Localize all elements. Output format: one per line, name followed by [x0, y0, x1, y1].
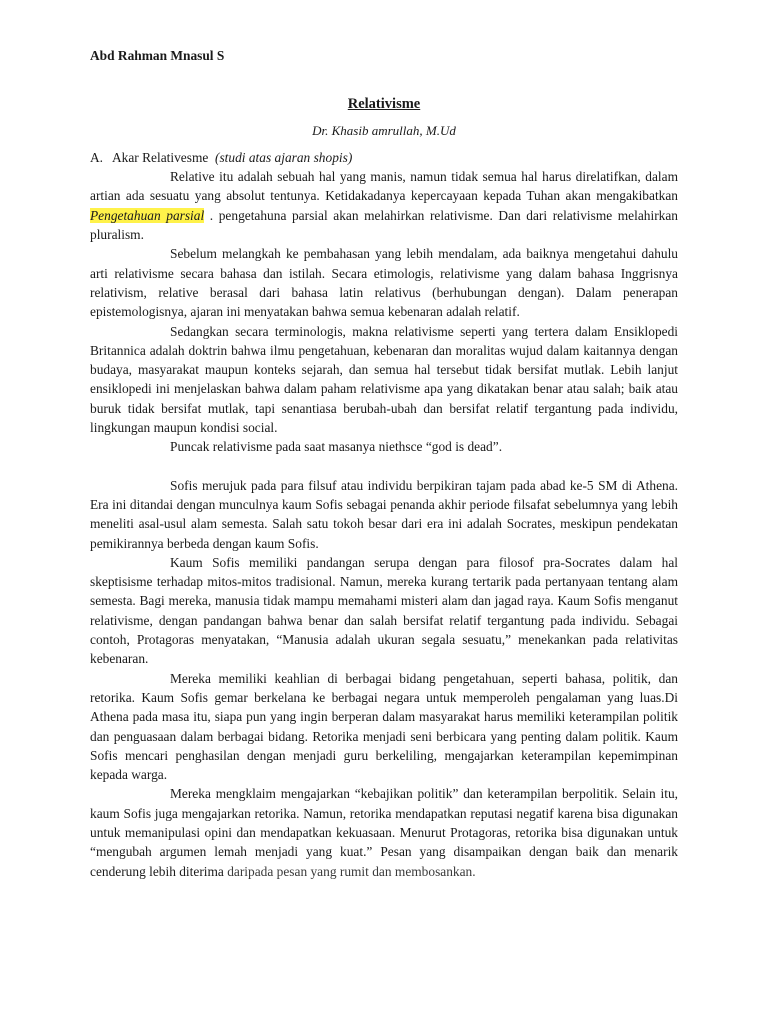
document-subtitle: Dr. Khasib amrullah, M.Ud — [312, 122, 456, 138]
paragraph-2: Sebelum melangkah ke pembahasan yang lebih mendalam, ada baiknya mengetahui dahulu arti relativisme secara bahasa dan istilah. Secara etimologis, relativisme yang dalam bahasa Inggrisnya relativism, relative berasal dari bahasa latin relativus (berhubungan dengan). Dalam penerapan epistemologisnya, ajaran ini menyatakan bahwa semua kebenaran adalah relatif. — [90, 246, 678, 320]
section-heading — [90, 148, 678, 167]
paragraph-1-before: Relative itu adalah sebuah hal yang manis, namun tidak semua hal harus direlatifkan, dalam artian ada sesuatu yang absolut tentunya. Ketidakadanya kepercayaan kepada Tuhan akan mengakibatkan — [90, 169, 678, 204]
paragraph-4: Puncak relativisme pada saat masanya niethsce “god is dead”. — [170, 439, 503, 455]
section-title: Akar Relativesme — [112, 149, 209, 165]
paragraph-7: Mereka memiliki keahlian di berbagai bidang pengetahuan, seperti bahasa, politik, dan retorika. Kaum Sofis gemar berkelana ke berbagai negara untuk memperoleh pengalaman yang luas.Di Athena pada masa itu, siapa pun yang ingin berperan dalam masyarakat harus memiliki keterampilan politik dan penguasaan dalam berbagai bidang. Retorika menjadi seni berbicara yang penting dalam politik. Kaum Sofis mencari penghasilan dengan menjadi guru berkeliling, mengajarkan keterampilan kepemimpinan kepada warga. — [90, 670, 678, 783]
paragraph-1 — [90, 167, 678, 244]
section-number: A. — [90, 149, 104, 165]
section-note: (studi atas ajaran shopis) — [215, 149, 353, 165]
highlighted-text: Pengetahuan parsial — [90, 207, 205, 223]
paragraph-8 — [90, 784, 678, 880]
paragraph-5: Sofis merujuk pada para filsuf atau individu berpikiran tajam pada abad ke-5 SM di Athena. Era ini ditandai dengan munculnya kaum Sofis sebagai penanda akhir periode filsafat sebelumnya yang lebih meneliti asal-usul alam semesta. Salah satu tokoh besar dari era ini adalah Socrates, meskipun pendekatan pemikirannya berbeda dengan kaum Sofis. — [90, 477, 678, 551]
document-page — [90, 46, 678, 881]
author-name: Abd Rahman Mnasul S — [90, 48, 225, 63]
paragraph-1-after: . pengetahuna parsial akan melahirkan relativisme. Dan dari relativisme melahirkan pluralism. — [90, 207, 679, 243]
paragraph-spacer — [90, 457, 678, 476]
paragraph-8-faded: daripada pesan yang rumit dan membosankan. — [227, 863, 476, 879]
paragraph-8-main: Mereka mengklaim mengajarkan “kebajikan politik” dan keterampilan berpolitik. Selain itu, kaum Sofis juga mengajarkan retorika. Namun, retorika mendapatkan reputasi negatif karena bisa digunakan untuk memanipulasi opini dan mendapatkan kekuasaan. Menurut Protagoras, retorika bisa digunakan untuk “mengubah argumen lemah menjadi yang kuat.” Pesan yang disampaikan dengan baik dan menarik cenderung lebih diterima — [90, 786, 678, 879]
document-title: Relativisme — [347, 96, 421, 113]
paragraph-6: Kaum Sofis memiliki pandangan serupa dengan para filosof pra-Socrates dalam hal skeptisisme terhadap mitos-mitos tradisional. Namun, mereka kurang tertarik pada pertanyaan tentang alam semesta. Bagi mereka, manusia tidak mampu memahami misteri alam dan jagad raya. Kaum Sofis menganut relativisme, dengan pandangan bahwa benar dan salah bersifat relatif tergantung pada individu. Sebagai contoh, Protagoras menyatakan, “Manusia adalah ukuran segala sesuatu,” menekankan pada relativitas kebenaran. — [90, 554, 678, 667]
paragraph-3: Sedangkan secara terminologis, makna relativisme seperti yang tertera dalam Ensiklopedi Britannica adalah doktrin bahwa ilmu pengetahuan, kebenaran dan moralitas wujud dalam kaitannya dengan budaya, masyarakat maupun konteks sejarah, dan semua hal tersebut tidak bersifat mutlak. Lebih lanjut ensiklopedi ini menjelaskan bahwa dalam paham relativisme apa yang dikatakan benar atau salah; baik atau buruk tidak bersifat mutlak, tapi senantiasa berubah-ubah dan bersifat relatif tergantung pada individu, lingkungan maupun kondisi social. — [90, 323, 678, 436]
